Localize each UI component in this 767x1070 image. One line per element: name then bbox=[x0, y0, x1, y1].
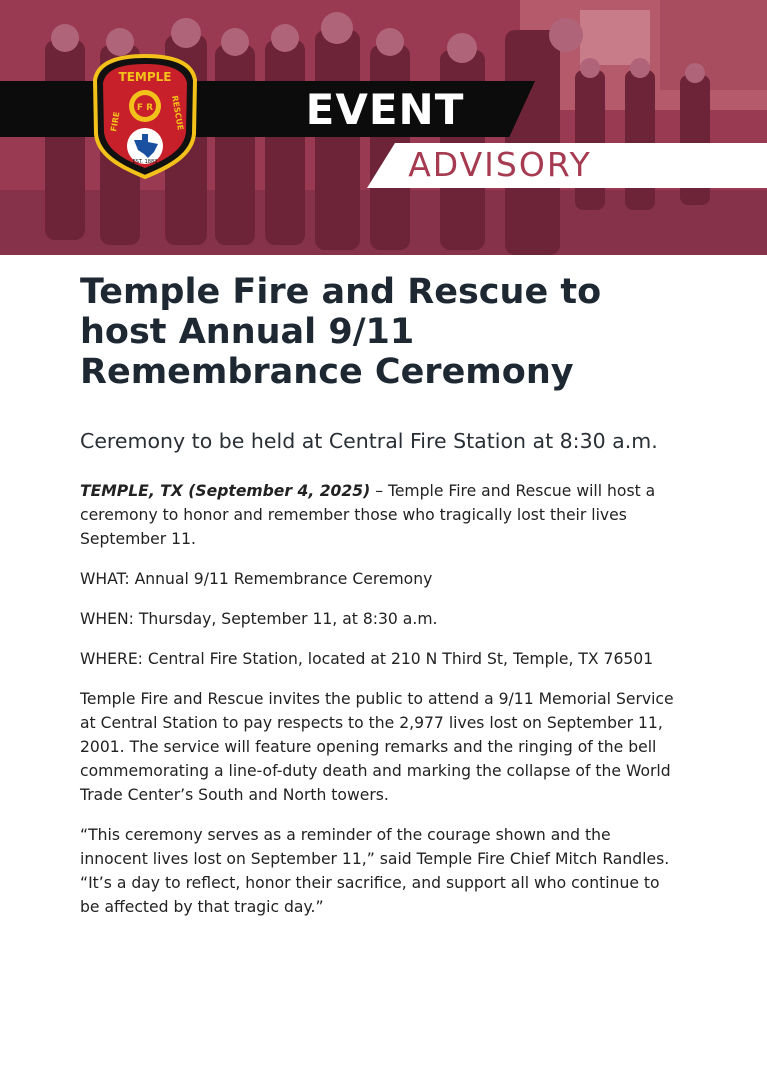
body-paragraph-1: Temple Fire and Rescue invites the public to attend a 9/11 Memorial Service at Central Station to pay respects to the 2,977 lives lost on September 11, 2001. The service will feature opening remarks and the ringing of the bell commemorating a line-of-duty death and marking the collapse of the World Trade Center’s South and North towers. bbox=[80, 690, 674, 804]
article bbox=[80, 268, 680, 935]
headline: Temple Fire and Rescue to host Annual 9/11 Remembrance Ceremony bbox=[80, 272, 602, 392]
event-label: EVENT bbox=[305, 85, 465, 134]
intro-paragraph bbox=[80, 479, 680, 551]
what-line: WHAT: Annual 9/11 Remembrance Ceremony bbox=[80, 570, 433, 588]
dateline: TEMPLE, TX (September 4, 2025) bbox=[80, 482, 371, 500]
subheadline: Ceremony to be held at Central Fire Station at 8:30 a.m. bbox=[80, 429, 658, 453]
logo-top-text: TEMPLE bbox=[118, 70, 172, 84]
logo-right-text: RESCUE bbox=[170, 94, 186, 132]
temple-fire-rescue-logo bbox=[92, 54, 198, 180]
intro-text: – Temple Fire and Rescue will host a ceremony to honor and remember those who tragically lost their lives September 11. bbox=[80, 482, 656, 548]
body-paragraph-2: “This ceremony serves as a reminder of the courage shown and the innocent lives lost on September 11,” said Temple Fire Chief Mitch Randles. “It’s a day to reflect, honor their sacrifice, and support all who continue to be affected by that tragic day.” bbox=[80, 826, 670, 916]
when-line: WHEN: Thursday, September 11, at 8:30 a.m. bbox=[80, 610, 438, 628]
where-line: WHERE: Central Fire Station, located at 210 N Third St, Temple, TX 76501 bbox=[80, 650, 654, 668]
header-banner bbox=[0, 0, 767, 255]
svg-text:F R: F R bbox=[136, 103, 154, 113]
logo-est-text: EST. 1883 bbox=[132, 159, 158, 165]
logo-left-text: FIRE bbox=[109, 111, 122, 133]
advisory-label: ADVISORY bbox=[408, 145, 592, 184]
